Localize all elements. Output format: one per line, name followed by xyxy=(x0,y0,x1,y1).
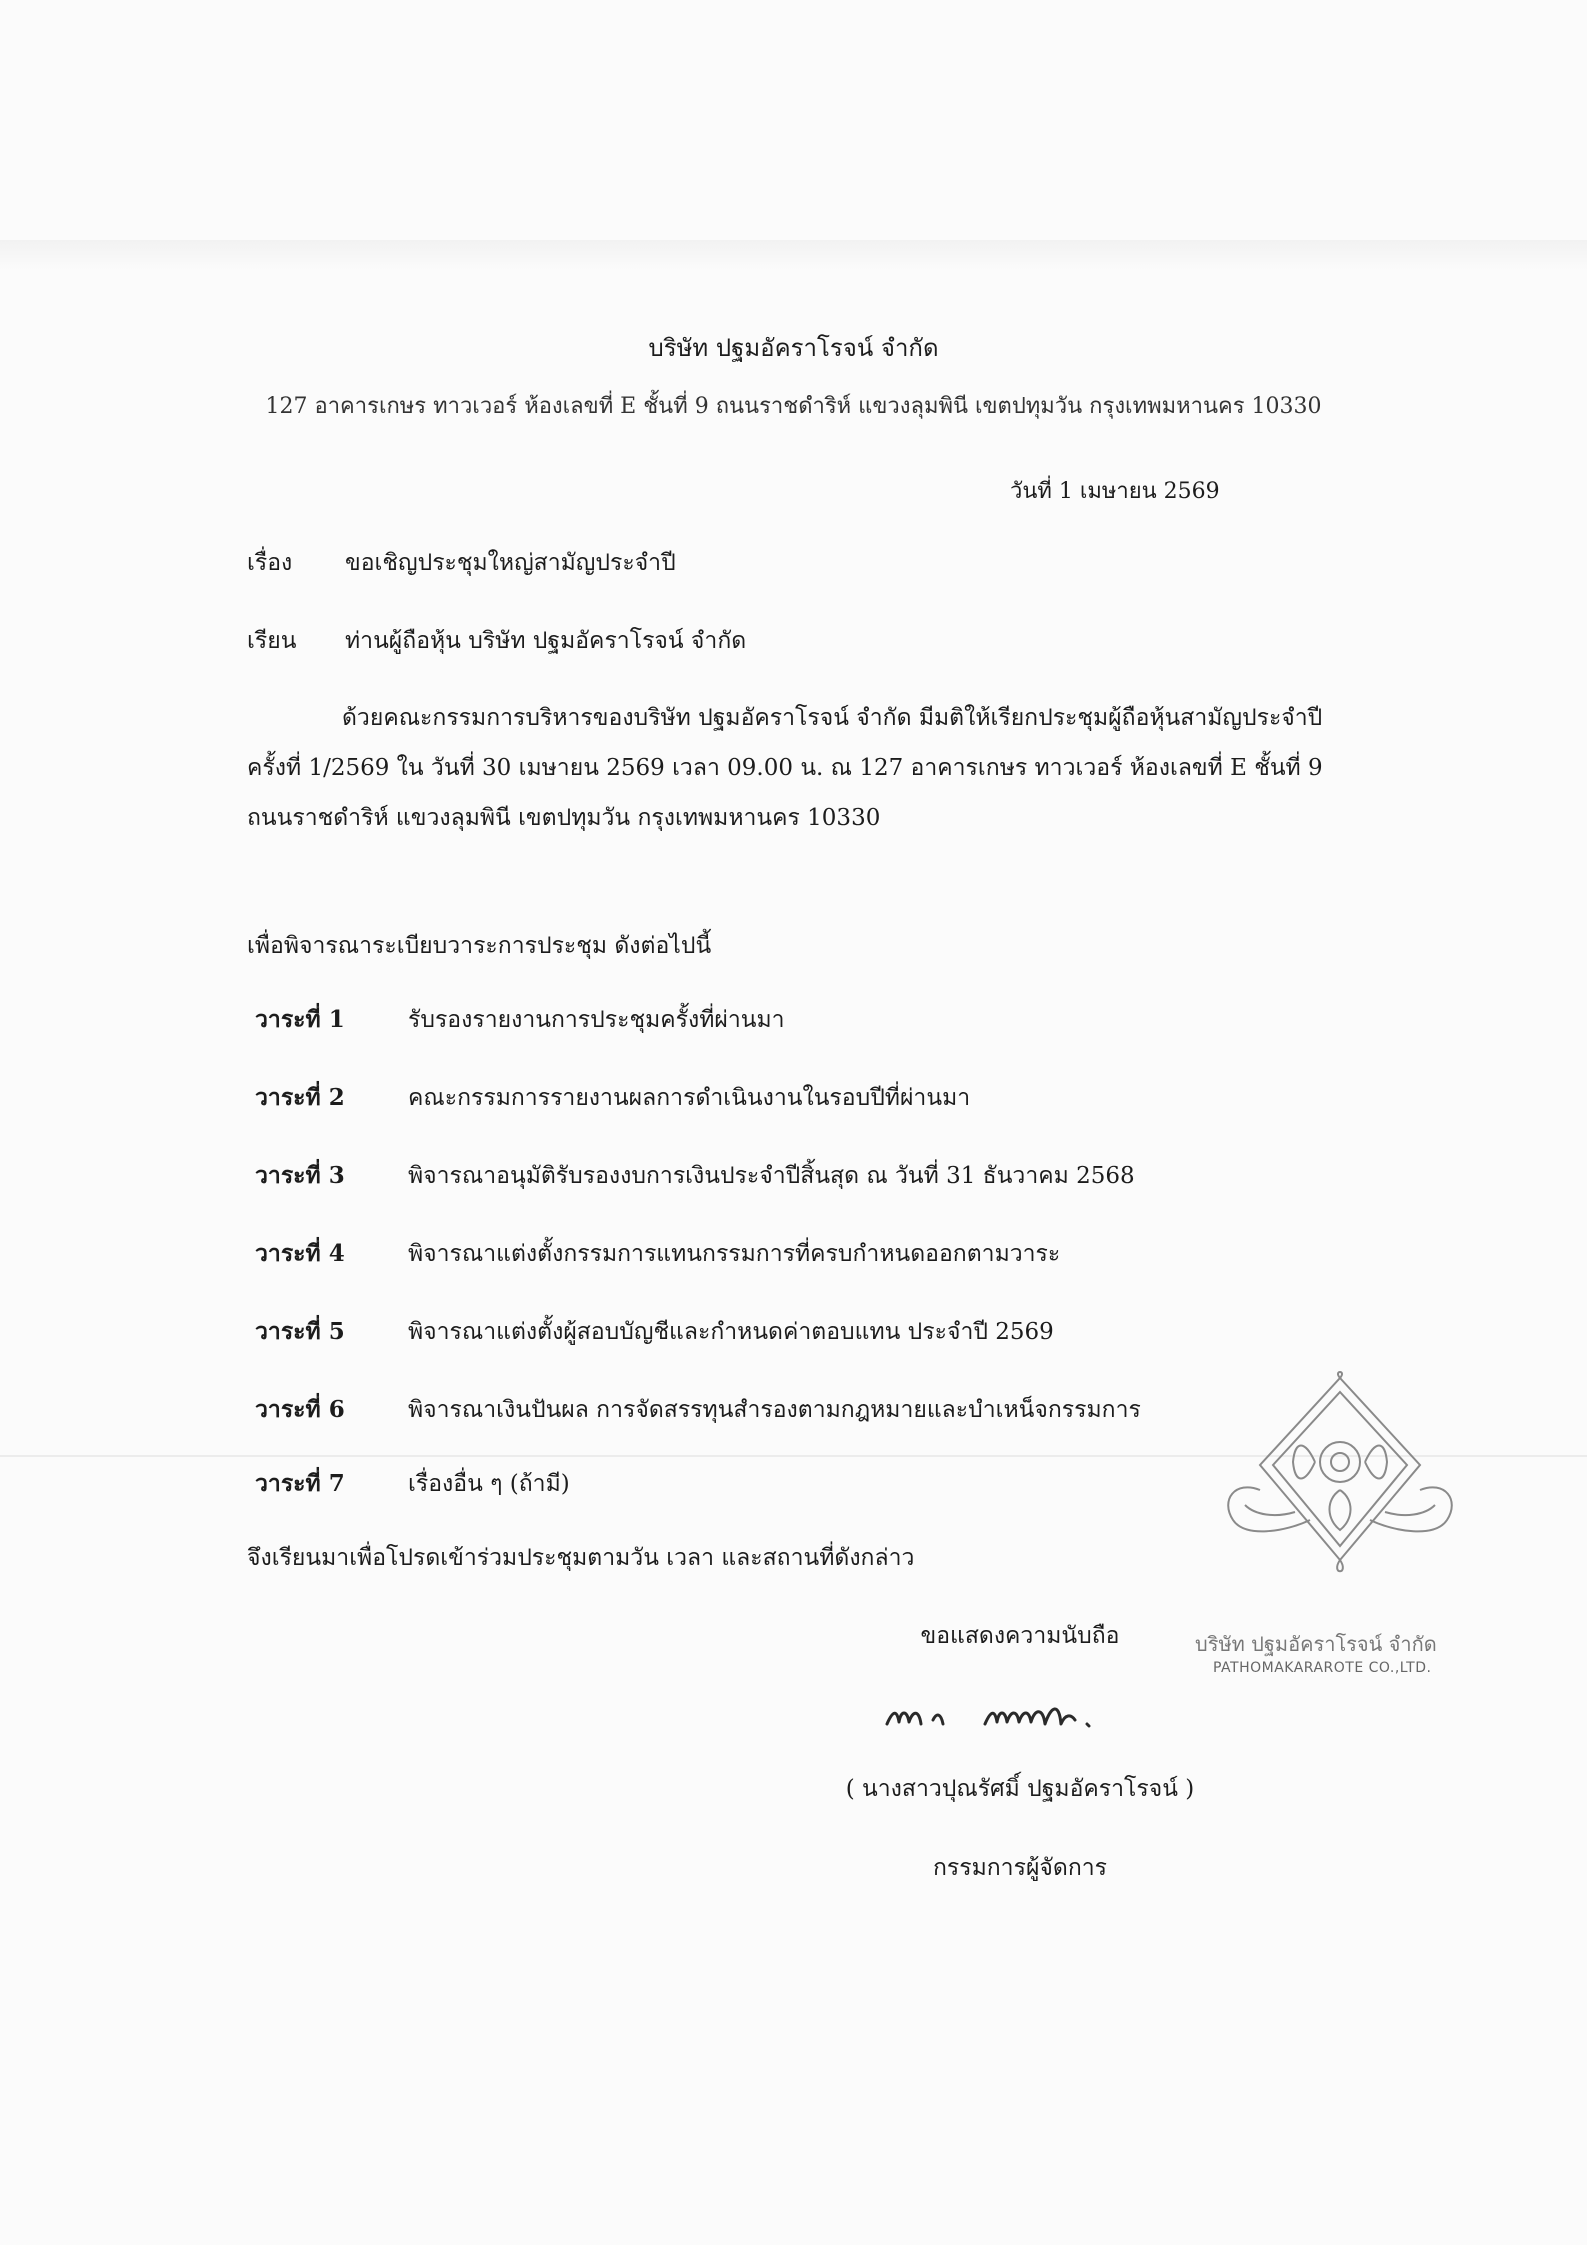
agenda-intro: เพื่อพิจารณาระเบียบวาระการประชุม ดังต่อไปนี้ xyxy=(247,933,712,959)
seal-company-name: บริษัท ปฐมอัคราโรจน์ จำกัด xyxy=(1195,1632,1437,1656)
recipient-label: เรียน xyxy=(247,628,297,654)
agenda-item-text: พิจารณาแต่งตั้งผู้สอบบัญชีและกำหนดค่าตอบแทน ประจำปี 2569 xyxy=(408,1319,1054,1345)
agenda-item-number: วาระที่ 7 xyxy=(255,1470,345,1497)
agenda-item-number: วาระที่ 4 xyxy=(255,1240,345,1267)
agenda-item-number: วาระที่ 3 xyxy=(255,1162,345,1189)
agenda-item-number: วาระที่ 5 xyxy=(255,1318,345,1345)
recipient-value: ท่านผู้ถือหุ้น บริษัท ปฐมอัคราโรจน์ จำกัด xyxy=(345,628,747,654)
agenda-item-text: พิจารณาอนุมัติรับรองงบการเงินประจำปีสิ้นสุด ณ วันที่ 31 ธันวาคม 2568 xyxy=(408,1163,1135,1189)
agenda-item-text: คณะกรรมการรายงานผลการดำเนินงานในรอบปีที่ผ่านมา xyxy=(408,1085,971,1111)
agenda-item-number: วาระที่ 2 xyxy=(255,1084,345,1111)
body-paragraph xyxy=(247,693,1357,843)
body-paragraph-text: ด้วยคณะกรรมการบริหารของบริษัท ปฐมอัคราโรจน์ จำกัด มีมติให้เรียกประชุมผู้ถือหุ้นสามัญประจำปี ครั้งที่ 1/2569 ใน วันที่ 30 เมษายน 2569 เวลา 09.00 น. ณ 127 อาคารเกษร ทาวเวอร์ ห้องเลขที่ E ชั้นที่ 9 ถนนราชดำริห์ แขวงลุมพินี เขตปทุมวัน กรุงเทพมหานคร 10330 xyxy=(247,705,1323,831)
company-address: 127 อาคารเกษร ทาวเวอร์ ห้องเลขที่ E ชั้นที่ 9 ถนนราชดำริห์ แขวงลุมพินี เขตปทุมวัน กรุงเทพมหานคร 10330 xyxy=(265,394,1322,419)
agenda-item-number: วาระที่ 6 xyxy=(255,1396,345,1423)
subject-label: เรื่อง xyxy=(247,550,293,576)
seal-company-name-en: PATHOMAKARAROTE CO.,LTD. xyxy=(1213,1660,1432,1676)
agenda-item-text: พิจารณาแต่งตั้งกรรมการแทนกรรมการที่ครบกำหนดออกตามวาระ xyxy=(408,1241,1061,1267)
signatory-name: ( นางสาวปุณรัศมิ์ ปฐมอัคราโรจน์ ) xyxy=(845,1776,1195,1802)
letter-date: วันที่ 1 เมษายน 2569 xyxy=(1010,479,1220,504)
signatory-title: กรรมการผู้จัดการ xyxy=(932,1855,1108,1881)
company-name: บริษัท ปฐมอัคราโรจน์ จำกัด xyxy=(648,334,939,362)
closing-sentence: จึงเรียนมาเพื่อโปรดเข้าร่วมประชุมตามวัน เวลา และสถานที่ดังกล่าว xyxy=(247,1545,915,1571)
agenda-item-text: พิจารณาเงินปันผล การจัดสรรทุนสำรองตามกฎหมายและบำเหน็จกรรมการ xyxy=(408,1397,1141,1423)
subject-value: ขอเชิญประชุมใหญ่สามัญประจำปี xyxy=(345,550,676,576)
scan-artifact-band xyxy=(0,240,1587,270)
agenda-item-number: วาระที่ 1 xyxy=(255,1006,345,1033)
agenda-item-text: เรื่องอื่น ๆ (ถ้ามี) xyxy=(408,1471,570,1497)
company-seal-icon xyxy=(1215,1370,1465,1595)
signature-image xyxy=(875,1680,1185,1750)
agenda-item-text: รับรองรายงานการประชุมครั้งที่ผ่านมา xyxy=(408,1007,785,1033)
regards: ขอแสดงความนับถือ xyxy=(920,1623,1120,1649)
